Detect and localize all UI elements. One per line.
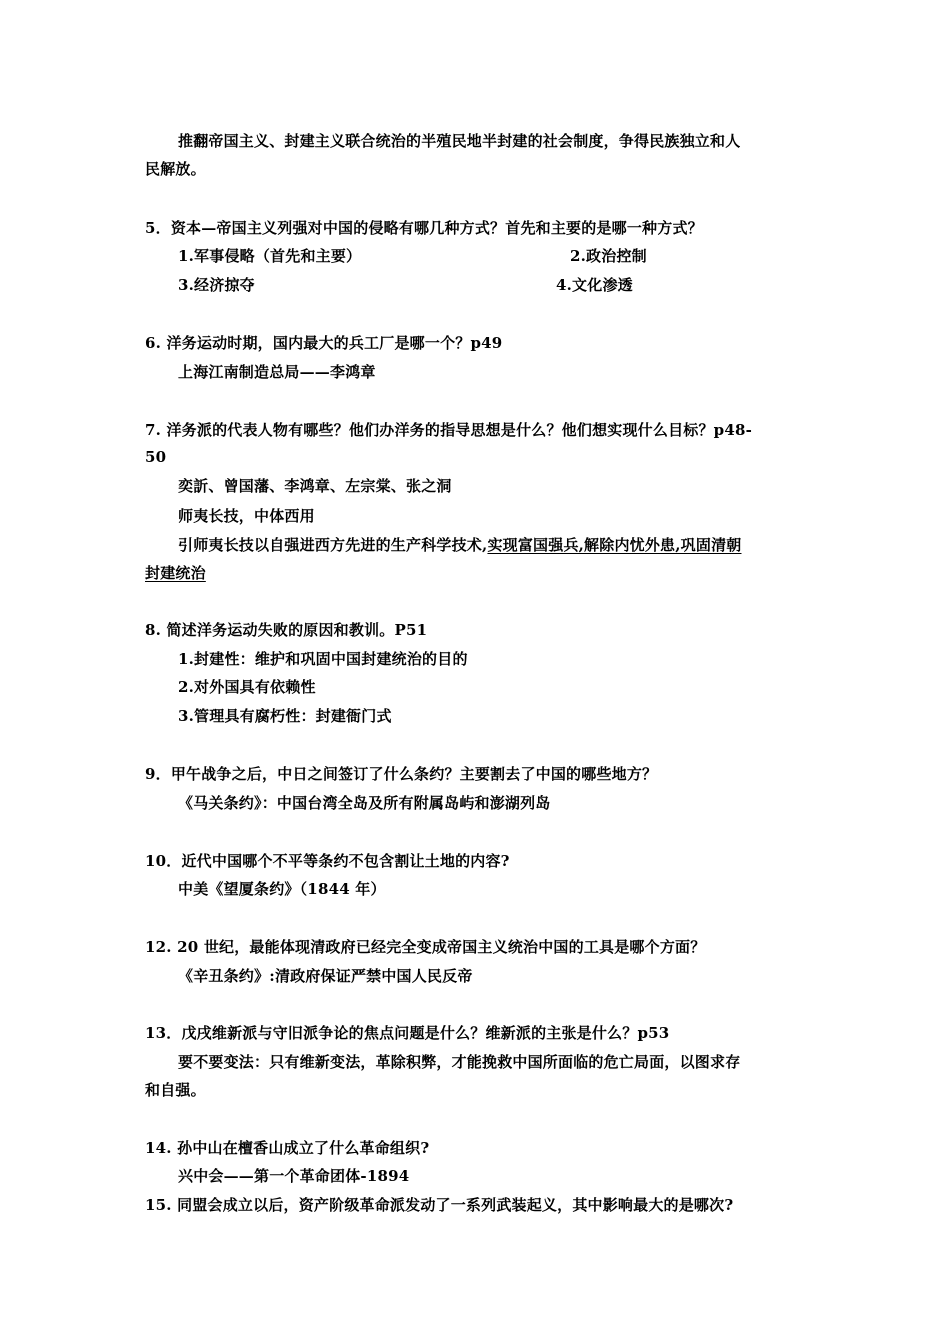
q6-question: 6. 洋务运动时期，国内最大的兵工厂是哪一个？p49 <box>145 334 503 352</box>
q9-question: 9．甲午战争之后，中日之间签订了什么条约？主要割去了中国的哪些地方？ <box>145 765 658 783</box>
intro-line-2: 民解放。 <box>145 160 206 178</box>
q12-answer: 《辛丑条约》:清政府保证严禁中国人民反帝 <box>178 967 473 985</box>
q14-question: 14. 孙中山在檀香山成立了什么革命组织? <box>145 1139 430 1157</box>
q7-answer-3-plain: 引师夷长技以自强进西方先进的生产科学技术, <box>178 536 488 554</box>
q7-answer-3-underlined: 实现富国强兵,解除内忧外患,巩固清朝 <box>487 536 742 554</box>
q7-answer-3 <box>178 535 741 555</box>
q7-answer-3-line-2: 封建统治 <box>145 564 206 582</box>
q5-answer-row-1 <box>178 246 647 266</box>
q5-answer-1: 1.军事侵略（首先和主要） <box>178 247 362 265</box>
q5-answer-3: 3.经济掠夺 <box>178 276 255 294</box>
q7-answer-2: 师夷长技，中体西用 <box>178 507 315 525</box>
q5-answer-4: 4.文化渗透 <box>556 276 633 294</box>
q5-question: 5．资本—帝国主义列强对中国的侵略有哪几种方式？首先和主要的是哪一种方式？ <box>145 219 703 237</box>
q8-answer-3: 3.管理具有腐朽性：封建衙门式 <box>178 707 392 725</box>
q12-question: 12. 20 世纪，最能体现清政府已经完全变成帝国主义统治中国的工具是哪个方面？ <box>145 938 706 956</box>
q7-question-line-1: 7. 洋务派的代表人物有哪些？他们办洋务的指导思想是什么？他们想实现什么目标？p48- <box>145 421 753 439</box>
q15-question: 15. 同盟会成立以后，资产阶级革命派发动了一系列武装起义，其中影响最大的是哪次? <box>145 1196 734 1214</box>
q10-answer: 中美《望厦条约》（1844 年） <box>178 880 386 898</box>
q10-question: 10．近代中国哪个不平等条约不包含割让土地的内容? <box>145 852 510 870</box>
q13-answer-line-2: 和自强。 <box>145 1081 206 1099</box>
q8-answer-1: 1.封建性：维护和巩固中国封建统治的目的 <box>178 650 468 668</box>
q13-answer-line-1: 要不要变法：只有维新变法，革除积弊，才能挽救中国所面临的危亡局面，以图求存 <box>178 1053 741 1071</box>
intro-line-1: 推翻帝国主义、封建主义联合统治的半殖民地半封建的社会制度，争得民族独立和人 <box>178 132 741 150</box>
q6-answer: 上海江南制造总局——李鸿章 <box>178 363 376 381</box>
q14-answer: 兴中会——第一个革命团体-1894 <box>178 1167 410 1185</box>
q13-question: 13．戊戌维新派与守旧派争论的焦点问题是什么？维新派的主张是什么？p53 <box>145 1024 670 1042</box>
q8-question: 8. 简述洋务运动失败的原因和教训。P51 <box>145 621 428 639</box>
q5-answer-2: 2.政治控制 <box>570 247 647 265</box>
q9-answer: 《马关条约》：中国台湾全岛及所有附属岛屿和澎湖列岛 <box>178 794 551 812</box>
q7-answer-1: 奕訢、曾国藩、李鸿章、左宗棠、张之洞 <box>178 477 452 495</box>
q7-question-line-2: 50 <box>145 448 167 466</box>
q5-answer-row-2 <box>178 275 633 295</box>
q8-answer-2: 2.对外国具有依赖性 <box>178 678 316 696</box>
